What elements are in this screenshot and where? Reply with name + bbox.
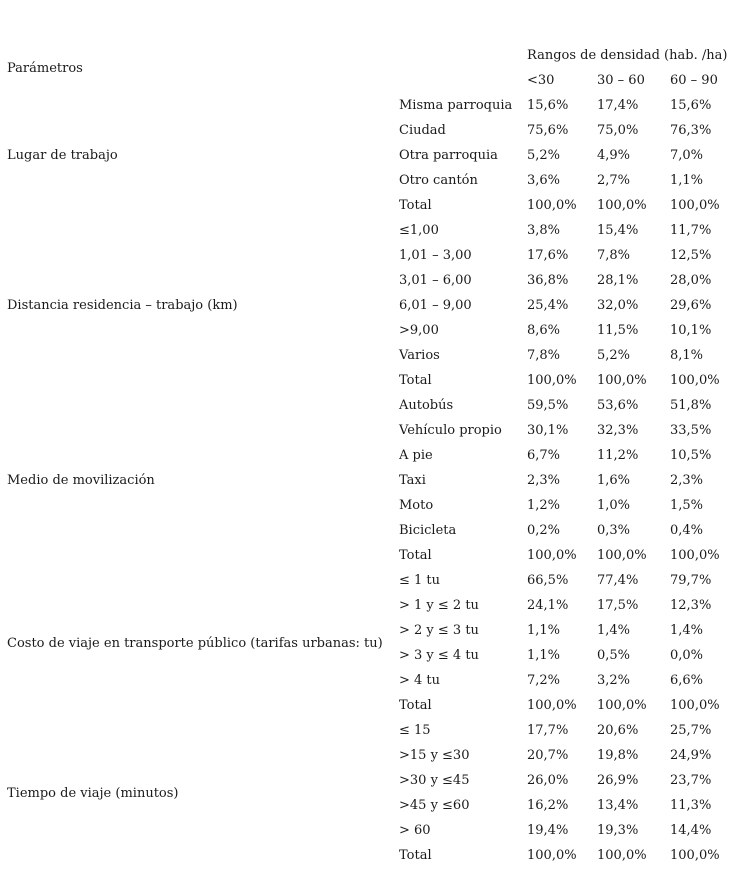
row-value: 17,5% — [597, 598, 639, 613]
row-label: ≤ 1 tu — [399, 573, 441, 588]
row-value: 3,6% — [527, 173, 561, 188]
row-value: 3,8% — [527, 223, 561, 238]
row-value: 23,7% — [670, 773, 712, 788]
row-label: >30 y ≤45 — [399, 773, 470, 788]
row-value: 19,4% — [527, 823, 569, 838]
table-row — [0, 218, 743, 243]
row-label: Total — [399, 698, 432, 713]
row-value: 19,8% — [597, 748, 639, 763]
row-value: 33,5% — [670, 423, 712, 438]
row-label: > 60 — [399, 823, 431, 838]
row-value: 53,6% — [597, 398, 639, 413]
row-label: Total — [399, 548, 432, 563]
density-table — [0, 43, 743, 868]
header-row-ranges — [0, 43, 743, 68]
row-value: 0,5% — [597, 648, 631, 663]
row-label: > 3 y ≤ 4 tu — [399, 648, 479, 663]
row-value: 100,0% — [597, 548, 647, 563]
row-value: 100,0% — [670, 198, 720, 213]
row-value: 1,1% — [670, 173, 704, 188]
row-value: 28,0% — [670, 273, 712, 288]
row-value: 0,3% — [597, 523, 631, 538]
row-value: 12,5% — [670, 248, 712, 263]
row-label: Otro cantón — [399, 173, 478, 188]
row-label: Total — [399, 848, 432, 863]
row-value: 29,6% — [670, 298, 712, 313]
row-value: 15,6% — [670, 98, 712, 113]
row-value: 6,7% — [527, 448, 561, 463]
row-value: 1,0% — [597, 498, 631, 513]
row-label: 1,01 – 3,00 — [399, 248, 472, 263]
row-label: Ciudad — [399, 123, 446, 138]
row-value: 0,4% — [670, 523, 704, 538]
row-label: ≤ 15 — [399, 723, 431, 738]
row-value: 66,5% — [527, 573, 569, 588]
header-parametros: Parámetros — [7, 60, 83, 76]
row-label: ≤1,00 — [399, 223, 439, 238]
group-label: Tiempo de viaje (minutos) — [7, 785, 179, 801]
row-value: 25,7% — [670, 723, 712, 738]
row-value: 59,5% — [527, 398, 569, 413]
density-table-wrapper — [0, 43, 743, 868]
row-value: 2,3% — [670, 473, 704, 488]
row-value: 0,0% — [670, 648, 704, 663]
row-label: > 4 tu — [399, 673, 441, 688]
row-value: 26,0% — [527, 773, 569, 788]
row-value: 11,2% — [597, 448, 639, 463]
row-label: Otra parroquia — [399, 148, 498, 163]
row-value: 20,6% — [597, 723, 639, 738]
table-row — [0, 393, 743, 418]
row-value: 76,3% — [670, 123, 712, 138]
row-value: 12,3% — [670, 598, 712, 613]
row-value: 28,1% — [597, 273, 639, 288]
row-value: 7,2% — [527, 673, 561, 688]
row-label: > 2 y ≤ 3 tu — [399, 623, 479, 638]
row-label: Total — [399, 373, 432, 388]
row-value: 16,2% — [527, 798, 569, 813]
row-value: 100,0% — [527, 848, 577, 863]
header-empty-cell — [392, 43, 520, 93]
row-label: A pie — [399, 448, 433, 463]
header-col-60-90: 60 – 90 — [670, 73, 718, 88]
row-label: Taxi — [399, 473, 426, 488]
header-col-30-60: 30 – 60 — [597, 73, 645, 88]
row-value: 11,5% — [597, 323, 639, 338]
group-label: Lugar de trabajo — [7, 148, 118, 163]
row-label: > 1 y ≤ 2 tu — [399, 598, 479, 613]
row-value: 36,8% — [527, 273, 569, 288]
row-value: 2,7% — [597, 173, 631, 188]
row-value: 10,1% — [670, 323, 712, 338]
row-value: 77,4% — [597, 573, 639, 588]
table-row — [0, 718, 743, 743]
row-value: 100,0% — [670, 698, 720, 713]
row-label: 3,01 – 6,00 — [399, 273, 472, 288]
row-value: 24,9% — [670, 748, 712, 763]
header-rangos: Rangos de densidad (hab. /ha) — [527, 48, 728, 63]
row-value: 1,5% — [670, 498, 704, 513]
group-label: Distancia residencia – trabajo (km) — [7, 298, 238, 313]
row-value: 51,8% — [670, 398, 712, 413]
row-value: 100,0% — [527, 373, 577, 388]
header-col-lt30: <30 — [527, 73, 555, 88]
group-label: Medio de movilización — [7, 473, 155, 488]
row-value: 15,6% — [527, 98, 569, 113]
row-value: 30,1% — [527, 423, 569, 438]
row-value: 7,0% — [670, 148, 704, 163]
row-value: 100,0% — [597, 698, 647, 713]
row-value: 7,8% — [527, 348, 561, 363]
row-value: 100,0% — [527, 548, 577, 563]
row-value: 100,0% — [670, 548, 720, 563]
row-value: 79,7% — [670, 573, 712, 588]
row-value: 100,0% — [597, 848, 647, 863]
group-label: Costo de viaje en transporte público (tarifas urbanas: tu) — [7, 635, 383, 651]
row-value: 6,6% — [670, 673, 704, 688]
row-value: 100,0% — [597, 198, 647, 213]
row-value: 3,2% — [597, 673, 631, 688]
row-value: 32,3% — [597, 423, 639, 438]
table-body — [0, 93, 743, 868]
row-value: 100,0% — [527, 198, 577, 213]
row-value: 1,1% — [527, 623, 561, 638]
row-label: >9,00 — [399, 323, 439, 338]
row-value: 14,4% — [670, 823, 712, 838]
row-value: 75,0% — [597, 123, 639, 138]
row-value: 24,1% — [527, 598, 569, 613]
row-label: Moto — [399, 498, 434, 513]
row-value: 26,9% — [597, 773, 639, 788]
row-value: 100,0% — [527, 698, 577, 713]
row-label: Autobús — [399, 398, 454, 413]
row-value: 5,2% — [527, 148, 561, 163]
row-label: Bicicleta — [399, 523, 457, 538]
row-value: 75,6% — [527, 123, 569, 138]
row-value: 15,4% — [597, 223, 639, 238]
row-label: >15 y ≤30 — [399, 748, 470, 763]
row-value: 5,2% — [597, 348, 631, 363]
row-label: Total — [399, 198, 432, 213]
row-value: 19,3% — [597, 823, 639, 838]
row-value: 1,1% — [527, 648, 561, 663]
row-value: 2,3% — [527, 473, 561, 488]
row-value: 100,0% — [670, 373, 720, 388]
row-value: 17,4% — [597, 98, 639, 113]
row-value: 8,6% — [527, 323, 561, 338]
row-label: Misma parroquia — [399, 98, 513, 113]
row-value: 1,6% — [597, 473, 631, 488]
row-label: >45 y ≤60 — [399, 798, 470, 813]
row-value: 100,0% — [597, 373, 647, 388]
row-value: 11,3% — [670, 798, 712, 813]
row-label: Varios — [399, 348, 440, 363]
row-label: 6,01 – 9,00 — [399, 298, 472, 313]
row-value: 25,4% — [527, 298, 569, 313]
row-value: 17,7% — [527, 723, 569, 738]
row-value: 4,9% — [597, 148, 631, 163]
table-row — [0, 568, 743, 593]
table-row — [0, 93, 743, 118]
row-value: 1,4% — [670, 623, 704, 638]
row-value: 1,2% — [527, 498, 561, 513]
row-value: 13,4% — [597, 798, 639, 813]
row-value: 1,4% — [597, 623, 631, 638]
row-value: 8,1% — [670, 348, 704, 363]
row-value: 11,7% — [670, 223, 712, 238]
row-value: 100,0% — [670, 848, 720, 863]
row-value: 20,7% — [527, 748, 569, 763]
row-value: 7,8% — [597, 248, 631, 263]
row-label: Vehículo propio — [399, 423, 502, 438]
row-value: 17,6% — [527, 248, 569, 263]
row-value: 32,0% — [597, 298, 639, 313]
row-value: 10,5% — [670, 448, 712, 463]
row-value: 0,2% — [527, 523, 561, 538]
